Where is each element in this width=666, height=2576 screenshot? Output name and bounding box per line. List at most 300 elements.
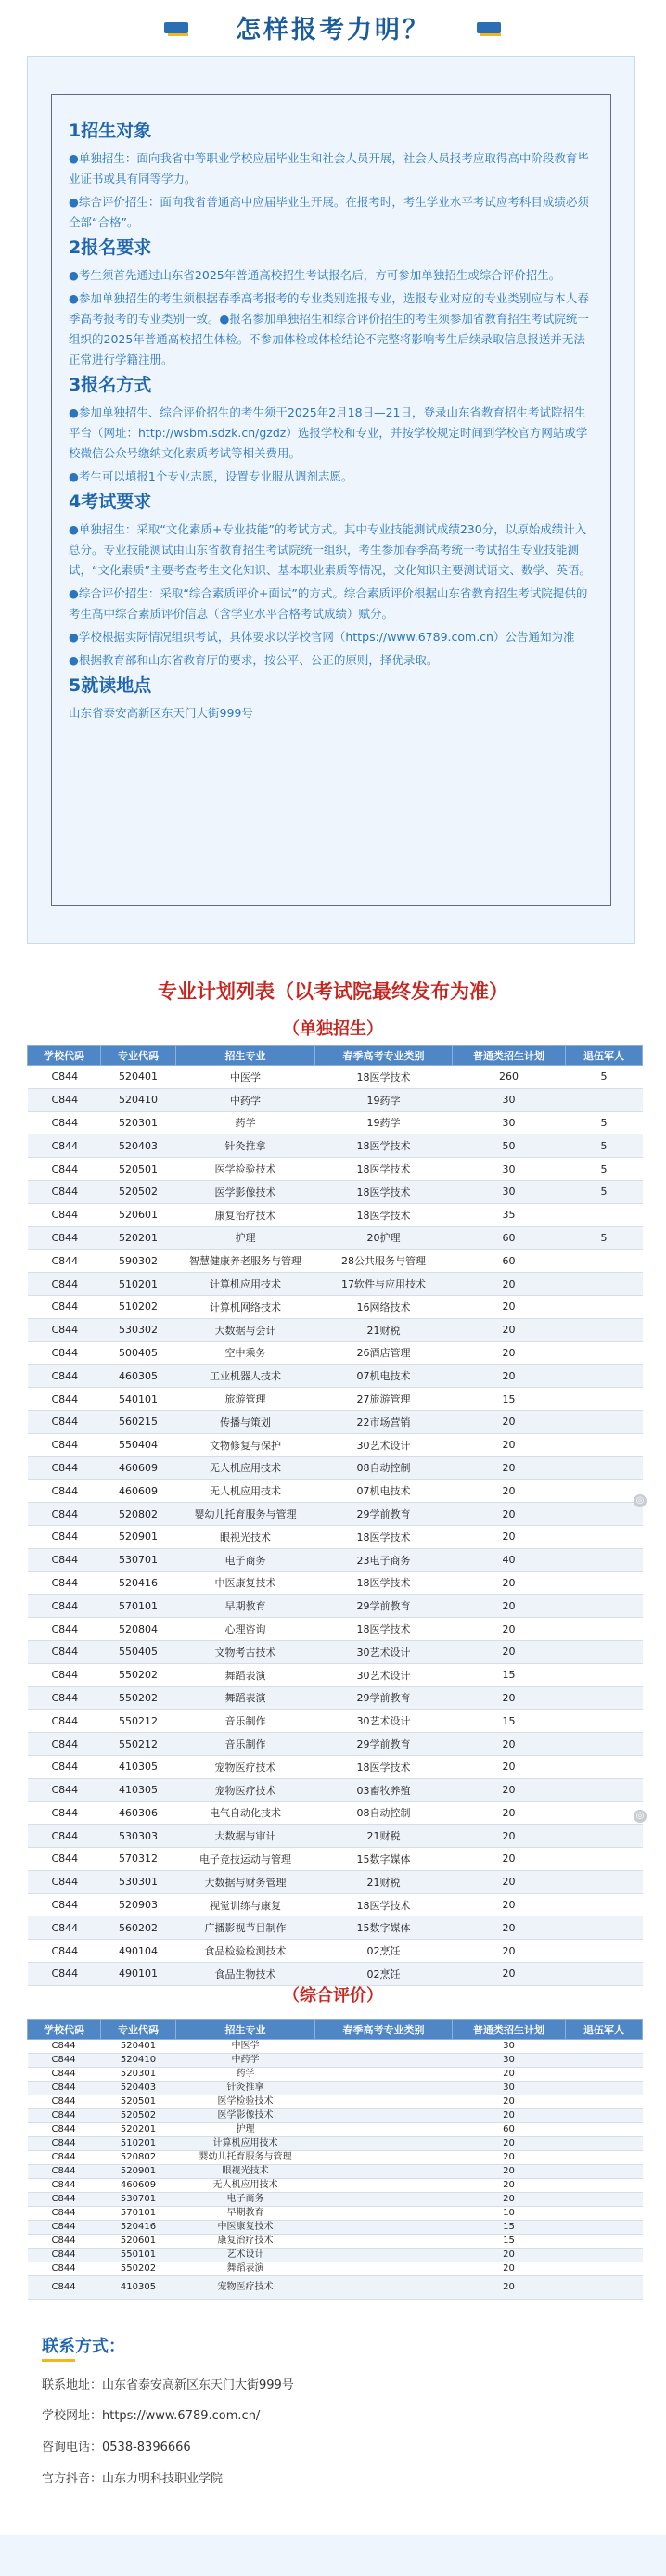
table-cell: 520410 bbox=[101, 1088, 176, 1111]
table-cell: 520416 bbox=[101, 2221, 176, 2235]
table-cell: 02烹饪 bbox=[315, 1940, 453, 1963]
table-cell: 21财税 bbox=[315, 1870, 453, 1893]
table-cell: C844 bbox=[28, 2193, 101, 2207]
table-cell: 30艺术设计 bbox=[315, 1640, 453, 1663]
table-cell bbox=[566, 1341, 643, 1365]
table-cell: 23电子商务 bbox=[315, 1548, 453, 1571]
table-cell: C844 bbox=[28, 1848, 101, 1871]
table-cell: 20 bbox=[453, 2179, 566, 2193]
table-cell: 针灸推拿 bbox=[176, 1134, 315, 1158]
table-row bbox=[28, 1273, 643, 1296]
contact-address: 联系地址：山东省泰安高新区东天门大街999号 bbox=[42, 2378, 294, 2392]
section-paragraph: ●单独招生：面向我省中等职业学校应届毕业生和社会人员开展，社会人员报考应取得高中阶段教育毕业证书或具有同等学力。 bbox=[69, 151, 589, 186]
table-cell: 中医学 bbox=[176, 1066, 315, 1089]
table-cell: 音乐制作 bbox=[176, 1733, 315, 1756]
table-cell: 针灸推拿 bbox=[176, 2082, 315, 2095]
table-cell: C844 bbox=[28, 1940, 101, 1963]
section-paragraph: ●综合评价招生：面向我省普通高中应届毕业生开展。在报考时，考生学业水平考试应考科目成绩必须全部“合格”。 bbox=[69, 195, 589, 229]
table-cell: 21财税 bbox=[315, 1318, 453, 1341]
table-row bbox=[28, 1318, 643, 1341]
table-cell: 20 bbox=[453, 1640, 566, 1663]
table-row bbox=[28, 2068, 643, 2082]
table-cell bbox=[566, 1893, 643, 1916]
table-cell bbox=[566, 1870, 643, 1893]
table-cell: 500405 bbox=[101, 1341, 176, 1365]
table-cell: 20 bbox=[453, 1870, 566, 1893]
table-cell: 舞蹈表演 bbox=[176, 1663, 315, 1686]
table-cell: 550212 bbox=[101, 1710, 176, 1733]
single-enrollment-title: （单独招生） bbox=[283, 1019, 383, 1039]
table-row bbox=[28, 1571, 643, 1595]
table-cell bbox=[566, 2249, 643, 2262]
table-cell: 550202 bbox=[101, 2262, 176, 2276]
table-cell: C844 bbox=[28, 1548, 101, 1571]
table-cell bbox=[566, 1273, 643, 1296]
table-cell: 460306 bbox=[101, 1801, 176, 1825]
table-cell: 19药学 bbox=[315, 1088, 453, 1111]
table-row bbox=[28, 2221, 643, 2235]
table-cell: C844 bbox=[28, 1341, 101, 1365]
table-cell: 5 bbox=[566, 1226, 643, 1250]
table-cell bbox=[566, 1733, 643, 1756]
table-cell: 20 bbox=[453, 1480, 566, 1503]
table-cell: C844 bbox=[28, 1088, 101, 1111]
table-row bbox=[28, 1733, 643, 1756]
table-cell: 中医康复技术 bbox=[176, 1571, 315, 1595]
table-cell: 食品检验检测技术 bbox=[176, 1940, 315, 1963]
table-cell: 08自动控制 bbox=[315, 1456, 453, 1480]
table-cell bbox=[315, 2137, 453, 2151]
table-cell: 18医学技术 bbox=[315, 1158, 453, 1181]
table-cell: 570101 bbox=[101, 2207, 176, 2221]
table-cell: 艺术设计 bbox=[176, 2249, 315, 2262]
table-row bbox=[28, 2276, 643, 2300]
table-cell: 490101 bbox=[101, 1963, 176, 1986]
table-row bbox=[28, 1456, 643, 1480]
table-cell: C844 bbox=[28, 1525, 101, 1548]
table-cell bbox=[566, 1388, 643, 1411]
table-header-cell: 学校代码 bbox=[28, 1046, 101, 1066]
table-cell bbox=[566, 2123, 643, 2137]
table-cell: 35 bbox=[453, 1203, 566, 1226]
table-cell: 电子商务 bbox=[176, 1548, 315, 1571]
table-cell: 410305 bbox=[101, 2276, 176, 2300]
table-cell: 20 bbox=[453, 1825, 566, 1848]
table-cell: 广播影视节目制作 bbox=[176, 1916, 315, 1940]
table-cell: 18医学技术 bbox=[315, 1134, 453, 1158]
table-cell: 20 bbox=[453, 1778, 566, 1801]
table-cell: C844 bbox=[28, 1480, 101, 1503]
table-cell: 医学检验技术 bbox=[176, 1158, 315, 1181]
table-row bbox=[28, 2082, 643, 2095]
table-row bbox=[28, 1848, 643, 1871]
table-cell: C844 bbox=[28, 2235, 101, 2249]
table-cell: 20 bbox=[453, 1525, 566, 1548]
table-cell: 520502 bbox=[101, 1180, 176, 1203]
table-cell: 410305 bbox=[101, 1778, 176, 1801]
table-cell: 530302 bbox=[101, 1318, 176, 1341]
table-cell: 520601 bbox=[101, 1203, 176, 1226]
table-cell: 5 bbox=[566, 1111, 643, 1134]
table-cell: 07机电技术 bbox=[315, 1480, 453, 1503]
table-header-cell: 退伍军人 bbox=[566, 2020, 643, 2040]
table-cell: 540101 bbox=[101, 1388, 176, 1411]
table-cell: 康复治疗技术 bbox=[176, 2235, 315, 2249]
table-row bbox=[28, 1640, 643, 1663]
table-cell: 眼视光技术 bbox=[176, 1525, 315, 1548]
table-cell: 18医学技术 bbox=[315, 1066, 453, 1089]
table-cell bbox=[315, 2207, 453, 2221]
table-cell bbox=[566, 2095, 643, 2109]
table-cell: 空中乘务 bbox=[176, 1341, 315, 1365]
table-row bbox=[28, 1595, 643, 1618]
section-paragraph: ●参加单独招生的考生须根据春季高考报考的专业类别选报专业，选报专业对应的专业类别应与本人春季高考报考的专业类别一致。●报名参加单独招生和综合评价招生的考生须参加省教育招生考试院统一组织的2025年普通高校招生体检。不参加体检或体检结论不完整将影响考生后续录取信息报送并无法正常进行学籍注册。 bbox=[69, 291, 589, 366]
table-cell: 29学前教育 bbox=[315, 1686, 453, 1710]
table-cell: 舞蹈表演 bbox=[176, 2262, 315, 2276]
table-cell: 无人机应用技术 bbox=[176, 1456, 315, 1480]
table-header-cell: 学校代码 bbox=[28, 2020, 101, 2040]
table-row bbox=[28, 1870, 643, 1893]
title-decoration-right bbox=[477, 22, 501, 37]
table-cell: 18医学技术 bbox=[315, 1755, 453, 1778]
table-cell: 30 bbox=[453, 1088, 566, 1111]
table-cell: C844 bbox=[28, 2054, 101, 2068]
table-cell bbox=[566, 1480, 643, 1503]
table-cell bbox=[566, 1318, 643, 1341]
table-cell bbox=[315, 2165, 453, 2179]
table-cell: 18医学技术 bbox=[315, 1525, 453, 1548]
table-cell: C844 bbox=[28, 1733, 101, 1756]
table-cell: 50 bbox=[453, 1134, 566, 1158]
table-row bbox=[28, 2262, 643, 2276]
table-cell: 15 bbox=[453, 1388, 566, 1411]
table-cell: C844 bbox=[28, 2123, 101, 2137]
table-cell: 20 bbox=[453, 2068, 566, 2082]
table-cell: 20 bbox=[453, 2249, 566, 2262]
table-row bbox=[28, 1663, 643, 1686]
table-cell: 60 bbox=[453, 1226, 566, 1250]
plan-title: 专业计划列表（以考试院最终发布为准） bbox=[158, 980, 508, 1003]
table-cell: C844 bbox=[28, 2165, 101, 2179]
table-cell: 02烹饪 bbox=[315, 1963, 453, 1986]
table-cell: 520901 bbox=[101, 2165, 176, 2179]
table-cell: C844 bbox=[28, 2262, 101, 2276]
table-cell bbox=[566, 2207, 643, 2221]
table-row bbox=[28, 1893, 643, 1916]
table-cell: 490104 bbox=[101, 1940, 176, 1963]
table-header-cell: 专业代码 bbox=[101, 2020, 176, 2040]
table-cell bbox=[566, 1618, 643, 1641]
table-cell: 20 bbox=[453, 2193, 566, 2207]
table-cell: 20 bbox=[453, 1801, 566, 1825]
table-cell: C844 bbox=[28, 1456, 101, 1480]
table-cell bbox=[566, 1848, 643, 1871]
table-cell: 计算机网络技术 bbox=[176, 1295, 315, 1318]
table-cell: 520201 bbox=[101, 2123, 176, 2137]
table-cell: 医学影像技术 bbox=[176, 2109, 315, 2123]
table-cell: 520201 bbox=[101, 1226, 176, 1250]
table-cell: 20 bbox=[453, 2276, 566, 2300]
table-cell: 16网络技术 bbox=[315, 1295, 453, 1318]
table-cell: 410305 bbox=[101, 1755, 176, 1778]
section-paragraph: ●综合评价招生：采取“综合素质评价+面试”的方式。综合素质评价根据山东省教育招生考试院提供的考生高中综合素质评价信息（含学业水平合格考试成绩）赋分。 bbox=[69, 586, 588, 621]
table-cell: 早期教育 bbox=[176, 2207, 315, 2221]
table-cell: 5 bbox=[566, 1134, 643, 1158]
table-cell: 工业机器人技术 bbox=[176, 1365, 315, 1388]
table-cell: 智慧健康养老服务与管理 bbox=[176, 1250, 315, 1273]
table-cell: 460609 bbox=[101, 1456, 176, 1480]
table-cell: 520416 bbox=[101, 1571, 176, 1595]
table-cell: 40 bbox=[453, 1548, 566, 1571]
table-cell: 590302 bbox=[101, 1250, 176, 1273]
table-cell bbox=[566, 1755, 643, 1778]
table-cell: C844 bbox=[28, 2179, 101, 2193]
table-row bbox=[28, 1134, 643, 1158]
table-cell: 20 bbox=[453, 1503, 566, 1526]
table-cell: 眼视光技术 bbox=[176, 2165, 315, 2179]
table-cell: 520601 bbox=[101, 2235, 176, 2249]
table-row bbox=[28, 2137, 643, 2151]
table-cell bbox=[315, 2151, 453, 2165]
table-cell: 260 bbox=[453, 1066, 566, 1089]
table-cell: 570312 bbox=[101, 1848, 176, 1871]
table-cell: 护理 bbox=[176, 1226, 315, 1250]
table-row bbox=[28, 1825, 643, 1848]
table-cell: 婴幼儿托育服务与管理 bbox=[176, 1503, 315, 1526]
contact-website[interactable]: 学校网址：https://www.6789.com.cn/ bbox=[42, 2409, 261, 2423]
table-cell: C844 bbox=[28, 2109, 101, 2123]
table-header-cell: 普通类招生计划 bbox=[453, 1046, 566, 1066]
table-cell: 460609 bbox=[101, 1480, 176, 1503]
table-cell: C844 bbox=[28, 1250, 101, 1273]
table-cell: 30 bbox=[453, 1158, 566, 1181]
table-cell: 计算机应用技术 bbox=[176, 1273, 315, 1296]
table-cell: 550101 bbox=[101, 2249, 176, 2262]
table-cell: 550202 bbox=[101, 1663, 176, 1686]
table-cell: 17软件与应用技术 bbox=[315, 1273, 453, 1296]
scroll-indicator[interactable]: ◎ bbox=[634, 1494, 647, 1507]
table-header-cell: 专业代码 bbox=[101, 1046, 176, 1066]
table-cell: 28公共服务与管理 bbox=[315, 1250, 453, 1273]
table-row bbox=[28, 1755, 643, 1778]
table-cell: C844 bbox=[28, 1203, 101, 1226]
table-cell: 520501 bbox=[101, 2095, 176, 2109]
table-cell: 康复治疗技术 bbox=[176, 1203, 315, 1226]
table-row bbox=[28, 2179, 643, 2193]
table-cell bbox=[566, 2179, 643, 2193]
table-cell: 20 bbox=[453, 1893, 566, 1916]
table-cell: 570101 bbox=[101, 1595, 176, 1618]
table-cell bbox=[566, 2235, 643, 2249]
table-cell: C844 bbox=[28, 1755, 101, 1778]
table-cell: 计算机应用技术 bbox=[176, 2137, 315, 2151]
table-cell: 20 bbox=[453, 1318, 566, 1341]
table-cell: 电子商务 bbox=[176, 2193, 315, 2207]
section-title: 1招生对象 bbox=[69, 121, 152, 141]
table-cell: 520802 bbox=[101, 1503, 176, 1526]
table-cell: 20 bbox=[453, 1365, 566, 1388]
table-row bbox=[28, 1295, 643, 1318]
table-cell bbox=[566, 2276, 643, 2300]
table-cell bbox=[315, 2276, 453, 2300]
table-cell: C844 bbox=[28, 2095, 101, 2109]
table-cell: 10 bbox=[453, 2207, 566, 2221]
table-cell bbox=[315, 2054, 453, 2068]
table-cell: 15 bbox=[453, 1663, 566, 1686]
table-cell bbox=[566, 1503, 643, 1526]
table-cell: 520401 bbox=[101, 1066, 176, 1089]
table-cell: 550405 bbox=[101, 1640, 176, 1663]
table-row bbox=[28, 1365, 643, 1388]
table-cell: 07机电技术 bbox=[315, 1365, 453, 1388]
table-cell: 文物修复与保护 bbox=[176, 1433, 315, 1456]
table-cell bbox=[566, 1571, 643, 1595]
table-cell: 560215 bbox=[101, 1410, 176, 1433]
table-cell: 530701 bbox=[101, 1548, 176, 1571]
table-cell: 20 bbox=[453, 1410, 566, 1433]
table-cell bbox=[566, 1456, 643, 1480]
table-cell bbox=[566, 1778, 643, 1801]
table-cell bbox=[315, 2095, 453, 2109]
table-row bbox=[28, 1940, 643, 1963]
table-cell: 60 bbox=[453, 2123, 566, 2137]
table-cell bbox=[566, 1295, 643, 1318]
table-cell: 08自动控制 bbox=[315, 1801, 453, 1825]
contact-douyin: 官方抖音：山东力明科技职业学院 bbox=[42, 2472, 224, 2486]
table-cell bbox=[315, 2123, 453, 2137]
table-cell: 520403 bbox=[101, 1134, 176, 1158]
table-cell: 15数字媒体 bbox=[315, 1848, 453, 1871]
table-cell bbox=[566, 1595, 643, 1618]
contact-underline bbox=[42, 2359, 75, 2362]
table-cell: 530303 bbox=[101, 1825, 176, 1848]
header bbox=[0, 0, 666, 56]
table-row bbox=[28, 2040, 643, 2054]
table-cell: 20 bbox=[453, 1456, 566, 1480]
table-cell: 20 bbox=[453, 1755, 566, 1778]
table-cell: 电子竞技运动与管理 bbox=[176, 1848, 315, 1871]
table-row bbox=[28, 1158, 643, 1181]
table-cell: 音乐制作 bbox=[176, 1710, 315, 1733]
table-cell: C844 bbox=[28, 2068, 101, 2082]
table-cell: 宠物医疗技术 bbox=[176, 1778, 315, 1801]
table-cell: 60 bbox=[453, 1250, 566, 1273]
table-row bbox=[28, 1066, 643, 1089]
table-header-cell: 招生专业 bbox=[176, 2020, 315, 2040]
table-row bbox=[28, 2235, 643, 2249]
table-cell: C844 bbox=[28, 2249, 101, 2262]
table-cell: 20 bbox=[453, 1618, 566, 1641]
table-cell: C844 bbox=[28, 1503, 101, 1526]
table-row bbox=[28, 2054, 643, 2068]
table-cell: 20 bbox=[453, 1295, 566, 1318]
table-cell: 30 bbox=[453, 2054, 566, 2068]
table-cell: 大数据与审计 bbox=[176, 1825, 315, 1848]
table-cell bbox=[566, 1525, 643, 1548]
table-cell: 护理 bbox=[176, 2123, 315, 2137]
table-cell: C844 bbox=[28, 1273, 101, 1296]
table-cell: 15数字媒体 bbox=[315, 1916, 453, 1940]
table-cell bbox=[315, 2249, 453, 2262]
section-paragraph: ●考生可以填报1个专业志愿，设置专业服从调剂志愿。 bbox=[69, 469, 353, 483]
table-cell bbox=[315, 2109, 453, 2123]
table-cell: C844 bbox=[28, 1686, 101, 1710]
table-cell: 520903 bbox=[101, 1893, 176, 1916]
table-row bbox=[28, 1203, 643, 1226]
table-cell: 520802 bbox=[101, 2151, 176, 2165]
contact-phone[interactable]: 咨询电话：0538-8396666 bbox=[42, 2441, 191, 2454]
table-cell: 20 bbox=[453, 1848, 566, 1871]
table-row bbox=[28, 1226, 643, 1250]
table-row bbox=[28, 1801, 643, 1825]
table-row bbox=[28, 1503, 643, 1526]
table-cell: C844 bbox=[28, 1111, 101, 1134]
table-cell: C844 bbox=[28, 1595, 101, 1618]
table-cell: C844 bbox=[28, 1158, 101, 1181]
info-panel bbox=[27, 56, 635, 944]
table-cell: C844 bbox=[28, 1963, 101, 1986]
table-cell: 中医学 bbox=[176, 2040, 315, 2054]
table-cell bbox=[566, 2054, 643, 2068]
table-row bbox=[28, 2151, 643, 2165]
table-cell: 医学影像技术 bbox=[176, 1180, 315, 1203]
table-cell: 460305 bbox=[101, 1365, 176, 1388]
table-cell: 20 bbox=[453, 1963, 566, 1986]
table-cell: 550202 bbox=[101, 1686, 176, 1710]
table-cell bbox=[315, 2068, 453, 2082]
section-title: 2报名要求 bbox=[69, 237, 152, 258]
table-cell bbox=[315, 2262, 453, 2276]
table-row bbox=[28, 1525, 643, 1548]
scroll-indicator[interactable]: ◎ bbox=[634, 1810, 647, 1823]
table-cell: 20 bbox=[453, 2151, 566, 2165]
table-cell: 视觉训练与康复 bbox=[176, 1893, 315, 1916]
table-cell: C844 bbox=[28, 1134, 101, 1158]
table-row bbox=[28, 1686, 643, 1710]
section-paragraph: ●学校根据实际情况组织考试，具体要求以学校官网（https://www.6789.com.cn）公告通知为准 bbox=[69, 630, 575, 644]
table-cell: 旅游管理 bbox=[176, 1388, 315, 1411]
table-cell: 22市场营销 bbox=[315, 1410, 453, 1433]
table-cell: 18医学技术 bbox=[315, 1180, 453, 1203]
table-cell: 20 bbox=[453, 2095, 566, 2109]
table-cell bbox=[566, 2082, 643, 2095]
table-cell bbox=[566, 1710, 643, 1733]
table-cell: 20 bbox=[453, 2165, 566, 2179]
table-cell bbox=[315, 2082, 453, 2095]
table-row bbox=[28, 1433, 643, 1456]
table-cell bbox=[566, 2068, 643, 2082]
table-cell: 15 bbox=[453, 2221, 566, 2235]
table-cell: 30 bbox=[453, 2040, 566, 2054]
table-cell: 20 bbox=[453, 1686, 566, 1710]
table-cell bbox=[566, 2109, 643, 2123]
table-row bbox=[28, 2095, 643, 2109]
table-cell: 30艺术设计 bbox=[315, 1663, 453, 1686]
table-cell bbox=[566, 2151, 643, 2165]
table-cell bbox=[566, 2193, 643, 2207]
section-paragraph: ●考生须首先通过山东省2025年普通高校招生考试报名后，方可参加单独招生或综合评价招生。 bbox=[69, 268, 561, 282]
table-cell: C844 bbox=[28, 1916, 101, 1940]
table-cell: C844 bbox=[28, 2221, 101, 2235]
table-cell: C844 bbox=[28, 1365, 101, 1388]
table-cell: 460609 bbox=[101, 2179, 176, 2193]
table-cell bbox=[566, 1916, 643, 1940]
table-cell: C844 bbox=[28, 1893, 101, 1916]
table-cell: 中药学 bbox=[176, 2054, 315, 2068]
table-cell bbox=[566, 1640, 643, 1663]
table-cell: 560202 bbox=[101, 1916, 176, 1940]
table-cell bbox=[566, 1801, 643, 1825]
